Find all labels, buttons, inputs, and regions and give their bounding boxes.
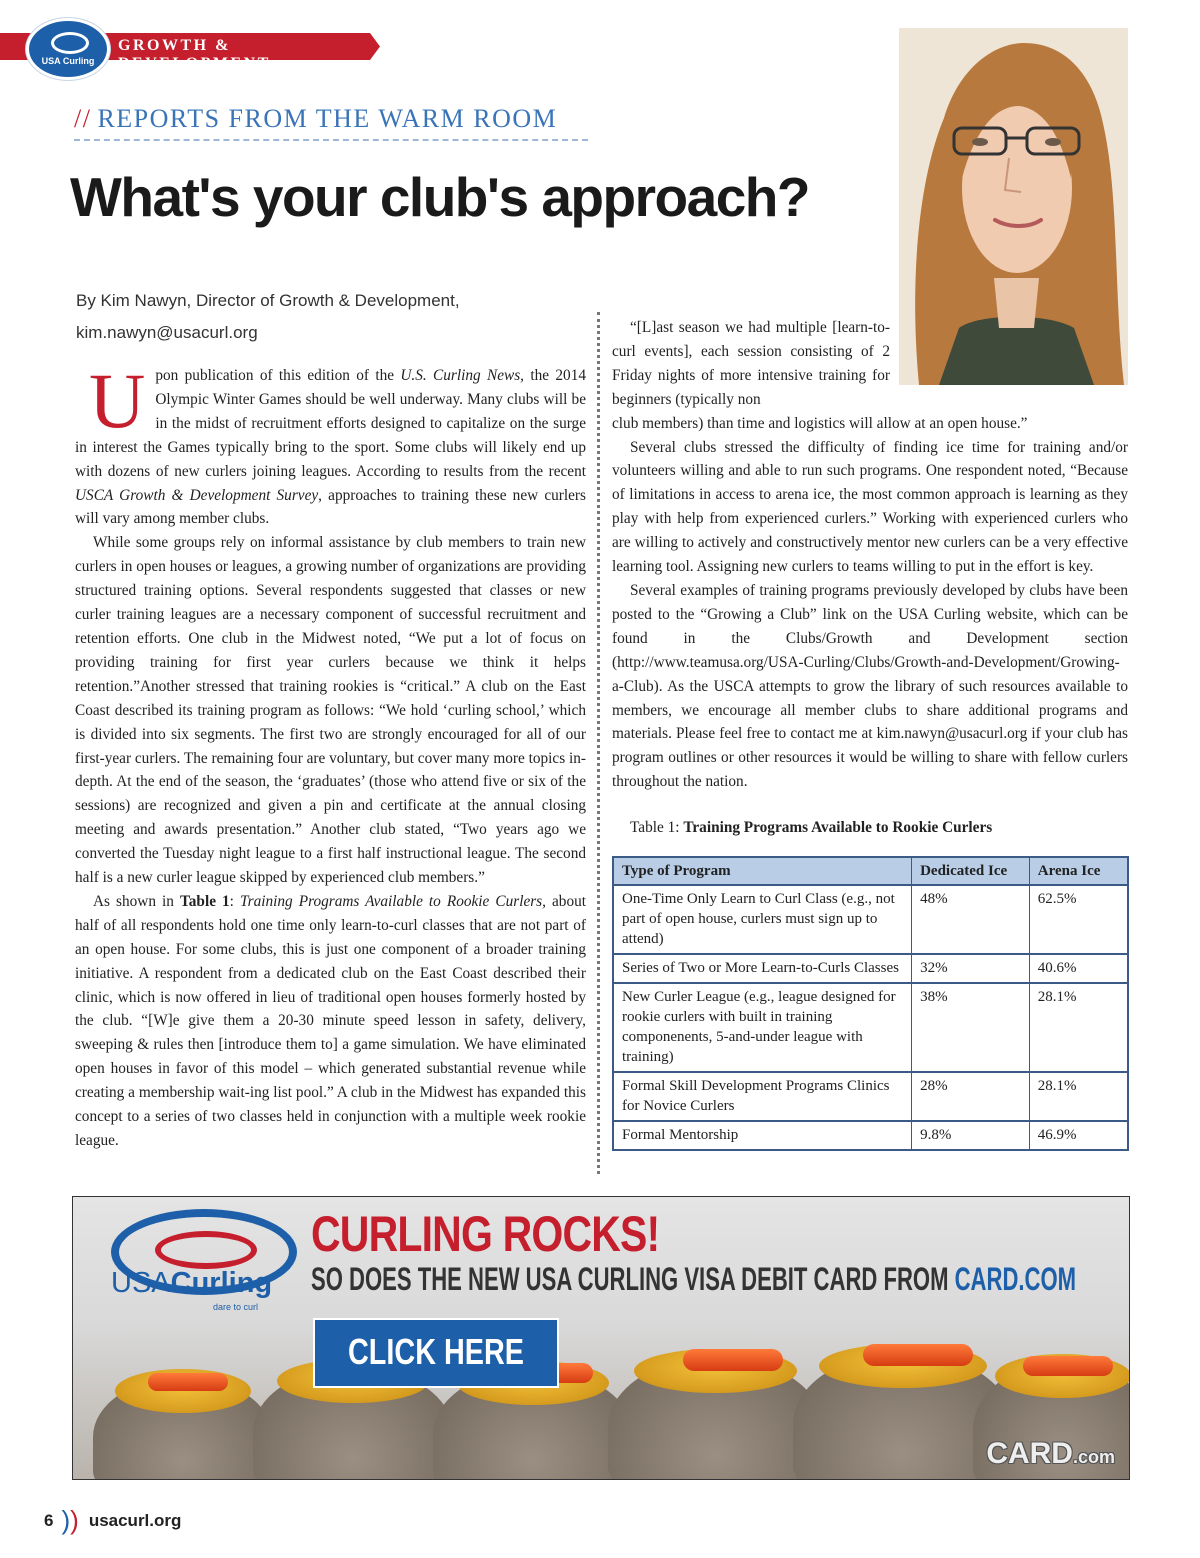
p1-text-b: the 2014 Olympic Winter Games should be well underway. Many clubs will be in the midst of recruitment efforts designed to capitalize on the surge in interest the Games typically bring to the sport. Some clubs will likely end up with dozens of new curlers joining leagues. According to results from the recent <box>75 367 586 480</box>
paragraph-6: Several examples of training programs previously developed by clubs have been posted to the “Growing a Club” link on the USA Curling website, which can be found in the Clubs/Growth and Development section (http://www.teamusa.org/USA-Curling/Clubs/Growth-and-Development/Growing-a-Club). As the USCA attempts to grow the library of such resources available to members, we encourage all member clubs to share additional programs and materials. Please feel free to contact me at kim.nawyn@usacurl.org if your club has program outlines or other resources it would be willing to share with fellow curlers throughout the nation. <box>612 581 1128 791</box>
table-caption-title: Training Programs Available to Rookie Curlers <box>683 819 993 836</box>
table-cell-type: New Curler League (e.g., league designed for rookie curlers with built in training componenents, 5-and-under league with training) <box>613 983 912 1072</box>
curling-stone-icon <box>93 1377 273 1480</box>
paragraph-1 <box>75 357 586 531</box>
table-cell-dedicated: 48% <box>912 885 1030 954</box>
curling-stone-icon <box>608 1357 823 1480</box>
author-email[interactable]: kim.nawyn@usacurl.org <box>76 323 258 342</box>
footer-paren-icon: ) <box>70 1505 79 1535</box>
ad-brand-curling: Curling <box>170 1267 273 1299</box>
card-logo-text: CARD <box>986 1437 1073 1470</box>
page-number: 6 <box>44 1511 54 1530</box>
table-caption-prefix: Table 1: <box>630 819 684 836</box>
logo-ring-icon <box>51 32 89 54</box>
p1-text-a: pon publication of this edition of the <box>155 367 401 384</box>
p1-italic-survey: USCA Growth & Development Survey <box>75 486 319 504</box>
table-header-arena: Arena Ice <box>1029 857 1128 885</box>
author-line: By Kim Nawyn, Director of Growth & Development, <box>76 291 460 310</box>
kicker-text: REPORTS FROM THE WARM ROOM <box>97 104 558 133</box>
table-caption <box>630 819 992 837</box>
ad-subline <box>311 1261 1076 1298</box>
table-cell-arena: 28.1% <box>1029 1072 1128 1121</box>
table-row <box>613 983 1128 1072</box>
p3-text-c: about half of all respondents hold one time only learn-to-curl classes that are not part of an open house. For some clubs, this is just one component of a broader training initiative. A respondent from a dedicated club on the East Coast described their clinic, which is now offered in lieu of traditional open houses formerly hosted by the club. “[W]e give them a 20-30 minute speed lesson in safety, delivery, sweeping & rules then [introduce them to] a game simulation. We have eliminated open houses in favor of this model – which generated substantial revenue while creating a membership wait-ing list pool.” A club in the Midwest has expanded this concept to a series of two classes held in conjunction with a multiple week rookie league. <box>75 892 586 1149</box>
table-cell-arena: 40.6% <box>1029 954 1128 983</box>
paragraph-5: Several clubs stressed the difficulty of finding ice time for training and/or volunteers willing and able to run such programs. One respondent noted, “Because of limitations in access to arena ice, the most common approach is learning as they play with help from experienced curlers.” Working with experienced curlers who are willing to actively and constructively mentor new curlers can be a very effective learning tool. Assigning new curlers to teams willing to put in the effort is key. <box>612 438 1128 576</box>
table-cell-dedicated: 9.8% <box>912 1121 1030 1150</box>
click-here-label: CLICK HERE <box>347 1331 524 1372</box>
paragraph-4-wide: club members) than time and logistics will allow at an open house.” <box>612 414 1028 432</box>
article-column-left <box>75 357 586 1153</box>
table-cell-type: Formal Skill Development Programs Clinics for Novice Curlers <box>613 1072 912 1121</box>
byline <box>76 285 460 349</box>
p1-text-c: , approaches to training these new curlers will vary among member clubs. <box>75 486 586 528</box>
card-com-logo <box>986 1437 1115 1471</box>
table-row <box>613 1121 1128 1150</box>
paragraph-3 <box>75 890 586 1153</box>
p3-table-ref: Table 1 <box>179 892 230 910</box>
drop-cap: U <box>89 357 146 444</box>
table-cell-arena: 28.1% <box>1029 983 1128 1072</box>
paragraph-4-narrow: “[L]ast season we had multiple [learn-to-curl events], each session consisting of 2 Friday nights of more intensive training for beginners (typically non <box>612 319 890 408</box>
table-row <box>613 885 1128 954</box>
p3-text-a: As shown in <box>93 892 180 910</box>
ad-brand-usa: USA <box>111 1267 171 1299</box>
ad-headline: CURLING ROCKS! <box>311 1206 660 1262</box>
table-row <box>613 954 1128 983</box>
table-row <box>613 1072 1128 1121</box>
footer-paren-icon: ) <box>61 1505 71 1535</box>
kicker-slashes: // <box>74 104 92 133</box>
table-header-type: Type of Program <box>613 857 912 885</box>
click-here-button[interactable] <box>313 1318 559 1388</box>
table-cell-type: Series of Two or More Learn-to-Curls Classes <box>613 954 912 983</box>
p1-italic-publication: U.S. Curling News, <box>400 367 524 384</box>
training-programs-table <box>612 856 1129 1151</box>
ad-brand-name <box>111 1267 272 1300</box>
ad-subline-text: SO DOES THE NEW USA CURLING VISA DEBIT CARD FROM <box>311 1261 955 1297</box>
page-footer <box>44 1505 181 1536</box>
usa-curling-logo <box>26 18 110 80</box>
table-cell-dedicated: 38% <box>912 983 1030 1072</box>
card-logo-suffix: .com <box>1072 1447 1115 1467</box>
article-kicker <box>74 104 557 134</box>
ad-subline-brand: CARD.COM <box>954 1261 1077 1297</box>
footer-site-link[interactable]: usacurl.org <box>88 1511 182 1530</box>
article-column-right <box>612 316 1128 794</box>
paragraph-2: While some groups rely on informal assistance by club members to train new curlers in open houses or leagues, a growing number of organizations are providing structured training options. Several respondents suggested that classes or new curler training leagues are a necessary component of successful recruitment and retention efforts. One club in the Midwest noted, “We put a lot of focus on providing training for first year curlers because we think it helps retention.”Another stressed that training rookies is “critical.” A club on the East Coast described its training program as follows: “We hold ‘curling school,’ which is divided into six segments. The first two are strongly encouraged for all of our first-year curlers. The remaining four are voluntary, but cover many more topics in-depth. At the end of the season, the ‘graduates’ (those who attend five or six of the sessions) are recognized and given a pin and certificate at the annual closing meeting and awards presentation.” Another club stated, “Two years ago we converted the Tuesday night league to a first half instructional league. The second half is a new curler league skipped by experienced club members.” <box>75 534 586 887</box>
table-cell-type: One-Time Only Learn to Curl Class (e.g., not part of open house, curlers must sign up to attend) <box>613 885 912 954</box>
table-cell-arena: 62.5% <box>1029 885 1128 954</box>
table-cell-dedicated: 28% <box>912 1072 1030 1121</box>
table-cell-arena: 46.9% <box>1029 1121 1128 1150</box>
table-cell-dedicated: 32% <box>912 954 1030 983</box>
article-title: What's your club's approach? <box>70 166 809 228</box>
table-cell-type: Formal Mentorship <box>613 1121 912 1150</box>
kicker-divider <box>74 139 588 141</box>
logo-text: USA Curling <box>41 56 95 66</box>
table-header-row <box>613 857 1128 885</box>
ad-tagline: dare to curl <box>213 1302 259 1312</box>
p3-colon: : <box>229 892 240 910</box>
section-label: GROWTH & DEVELOPMENT <box>118 37 271 72</box>
table-header-dedicated: Dedicated Ice <box>912 857 1030 885</box>
column-divider <box>597 312 600 1174</box>
p3-italic-table-title: Training Programs Available to Rookie Curlers, <box>239 892 546 910</box>
card-com-advertisement[interactable] <box>72 1196 1130 1480</box>
